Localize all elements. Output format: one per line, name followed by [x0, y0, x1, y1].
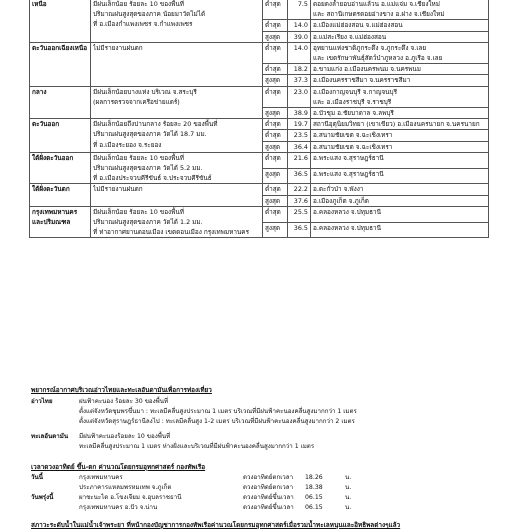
rain-description [91, 184, 263, 206]
sun-place: ผาชะนะได อ.โขงเจียม จ.อุบลราชธานี [79, 494, 182, 501]
temp-location [311, 152, 489, 168]
temp-value: 36.5 [288, 222, 311, 238]
gulf-label: อ่าวไทย [31, 398, 53, 405]
gulf-line: ตั้งแต่จังหวัดชุมพรขึ้นมา : ทะเลมีคลื่นสูงประมาณ 1 เมตร บริเวณที่มีฝนฟ้าคะนองคลื่นสูงมากกว่า 1 เมตร [79, 408, 357, 415]
temp-type: ต่ำสุด [263, 119, 288, 130]
temp-location-line: และ อ.เมืองราชบุรี จ.ราชบุรี [313, 97, 392, 106]
andaman-row [31, 431, 491, 441]
temp-value: 36.4 [288, 141, 311, 152]
temp-location-line: อ.คลองหลวง จ.ปทุมธานี [313, 207, 382, 216]
rain-description-line: ที่ อ.เมืองกำแพงเพชร จ.กำแพงเพชร [93, 20, 193, 29]
temp-type: สูงสุด [263, 141, 288, 152]
region-name: เหนือ [30, 0, 91, 42]
rain-description [91, 0, 263, 42]
sun-unit: น. [345, 484, 352, 491]
temp-location-line: อ.แม่สะเรียง จ.แม่ฮ่องสอน [313, 32, 387, 41]
temp-type: สูงสุด [263, 195, 288, 206]
rain-description-line: ไม่มีรายงานฝนตก [93, 43, 143, 52]
region-name: กลาง [30, 86, 91, 119]
temp-value: 18.2 [288, 64, 311, 75]
table-row [30, 152, 489, 168]
temp-value: 22.2 [288, 184, 311, 195]
sun-heading: เวลาดวงอาทิตย์ ขึ้น-ตก ค่านวณโดยกรมอุทกศาสตร์ กองทัพเรือ [31, 463, 206, 471]
temp-value: 37.6 [288, 195, 311, 206]
region-name: ตะวันออก [30, 119, 91, 153]
temp-location-line: อ.พระแสง จ.สุราษฎร์ธานี [313, 169, 384, 178]
temp-type: ต่ำสุด [263, 184, 288, 195]
sun-event: ดวงอาทิตย์ตกเวลา [243, 474, 294, 481]
sun-time: 18.38 [305, 483, 323, 491]
sun-event: ดวงอาทิตย์ขึ้นเวลา [243, 494, 294, 501]
temp-location [311, 75, 489, 86]
temp-location-line: อ.พระแสง จ.สุราษฎร์ธานี [313, 153, 384, 162]
temp-type: ต่ำสุด [263, 20, 288, 31]
sun-place: กรุงเทพมหานคร [79, 474, 123, 481]
temp-location-line: อ.เมืองกาญจนบุรี จ.กาญจนบุรี [313, 87, 398, 96]
temp-location [311, 141, 489, 152]
table-row [30, 86, 489, 107]
temp-location [311, 206, 489, 222]
temp-type: สูงสุด [263, 168, 288, 184]
temp-value: 23.5 [288, 130, 311, 141]
rain-description-line: มีฝนเล็กน้อย ร้อยละ 10 ของพื้นที่ [93, 153, 184, 162]
temp-location-line: อ.คลองหลวง จ.ปทุมธานี [313, 223, 382, 232]
region-name: ใต้ฝั่งตะวันตก [30, 184, 91, 206]
temp-value: 38.9 [288, 108, 311, 119]
temp-location [311, 64, 489, 75]
rain-description-line: ปริมาณฝนสูงสุดของภาค น้อยมาวัดไม่ได้ [93, 10, 206, 19]
temp-location-line: ดอยดงล้ำยอบอ่านแล้วน อ.แม่แจ่ม จ.เชียงใหม่ [313, 0, 440, 8]
temp-value: 7.5 [288, 0, 311, 20]
sun-place: กรุงเทพมหานคร อ.ปัว จ.น่าน [79, 504, 158, 511]
andaman-label: ทะเลอันดามัน [31, 433, 69, 440]
rain-description-line: ที่ อ.เมืองระยอง จ.ระยอง [93, 140, 162, 149]
rain-description [91, 86, 263, 119]
table-row [30, 184, 489, 195]
temp-type: ต่ำสุด [263, 86, 288, 107]
temp-location-line: อ.สนามชัยเขต จ.ฉะเชิงเทรา [313, 131, 393, 140]
temp-location [311, 86, 489, 107]
sea-forecast-section [31, 396, 491, 451]
temp-value: 39.0 [288, 31, 311, 42]
sun-unit: น. [345, 504, 352, 511]
sun-event: ดวงอาทิตย์ตกเวลา [243, 484, 294, 491]
temp-location-line: และ เขตรักษาพันธุ์สัตว์ป่าภูหลวง อ.ภูเรือ จ.เลย [313, 54, 443, 63]
temp-location [311, 195, 489, 206]
table-row [30, 42, 489, 63]
gulf-line: ตั้งแต่จังหวัดสุราษฎร์ธานีลงไป : ทะเลมีคลื่นสูง 1-2 เมตร บริเวณที่มีฝนฟ้าคะนองคลื่นสูงมากกว่า 2 เมตร [79, 418, 355, 425]
temp-value: 19.7 [288, 119, 311, 130]
rain-description-line: ปริมาณฝนสูงสุดของภาค วัดได้ 5.2 มม. [93, 164, 203, 173]
temp-type: ต่ำสุด [263, 64, 288, 75]
sun-day: วันพรุ่งนี้ [31, 494, 54, 501]
temp-location-line: และ สถานีเกษตรดอยอ่างขาง อ.ฝาง จ.เชียงใหม่ [313, 10, 445, 19]
sun-row [31, 482, 491, 492]
rain-description-line: ไม่มีรายงานฝนตก [93, 185, 143, 194]
temp-location-line: อ.เมืองแม่ฮ่องสอน จ.แม่ฮ่องสอน [313, 21, 403, 30]
temp-type: ต่ำสุด [263, 0, 288, 20]
sun-unit: น. [345, 474, 352, 481]
temp-type: ต่ำสุด [263, 206, 288, 222]
region-name: ตะวันออกเฉียงเหนือ [30, 42, 91, 86]
rain-description [91, 119, 263, 153]
temp-location [311, 119, 489, 130]
sun-unit: น. [345, 494, 352, 501]
temp-value: 36.5 [288, 168, 311, 184]
temp-location-line: อ.ขามแก่ง อ.เมืองนครพนม จ.นครพนม [313, 65, 421, 74]
temp-type: ต่ำสุด [263, 42, 288, 63]
temp-value: 23.0 [288, 86, 311, 107]
sun-row [31, 502, 491, 512]
table-row [30, 0, 489, 20]
temp-type: สูงสุด [263, 75, 288, 86]
sun-event: ดวงอาทิตย์ขึ้นเวลา [243, 504, 294, 511]
temp-location [311, 31, 489, 42]
temp-type: สูงสุด [263, 31, 288, 42]
sun-place: ประภาคารแหลมพรหมเทพ จ.ภูเก็ต [79, 484, 172, 491]
river-heading: สภาวะระดับน้ำในแม่น้ำเจ้าพระยา ที่หน้ากองบัญชาการกองทัพเรือค่านวณโดยกรมอุทกศาสตร์เมื่อรวมน้ำทะเลหนุนและอิทธิพลต่างๆแล้ว [31, 521, 401, 529]
sun-time: 06.15 [305, 493, 323, 501]
temp-location [311, 184, 489, 195]
temp-value: 14.0 [288, 42, 311, 63]
sun-row [31, 492, 491, 502]
temp-location [311, 0, 489, 20]
temp-type: สูงสุด [263, 108, 288, 119]
rain-description-line: มีฝนเล็กน้อยบางแห่ง บริเวณ จ.สระบุรี [93, 87, 197, 96]
temp-location [311, 108, 489, 119]
rain-description-line: ปริมาณฝนสูงสุดของภาค วัดได้ 1.2 มม. [93, 218, 203, 227]
temp-value: 21.6 [288, 152, 311, 168]
rain-description [91, 42, 263, 86]
sun-section [31, 472, 491, 512]
weather-table [29, 0, 489, 238]
region-name: กรุงเทพมหานครและปริมณฑล [30, 206, 91, 238]
temp-location-line: อ.บัวชุม อ.ชัยบาดาล จ.ลพบุรี [313, 109, 394, 118]
region-name: ใต้ฝั่งตะวันออก [30, 152, 91, 184]
rain-description-line: ที่ อ.เมืองประจวบคีรีขันธ์ จ.ประจวบคีรีขันธ์ [93, 174, 212, 183]
temp-type: สูงสุด [263, 222, 288, 238]
temp-location [311, 20, 489, 31]
sea-forecast-heading: พยากรณ์อากาศบริเวณอ่าวไทยและทะเลอันดามันเพื่อการท่องเที่ยว [31, 386, 212, 394]
table-row [30, 206, 489, 222]
temp-value: 14.0 [288, 20, 311, 31]
rain-description [91, 206, 263, 238]
sun-time: 06.15 [305, 503, 323, 511]
andaman-line: ทะเลมีคลื่นสูงประมาณ 1 เมตร ห่างฝั่งและบริเวณที่มีฝนฟ้าคะนองคลื่นสูงมากกว่า 1 เมตร [79, 443, 315, 450]
table-row [30, 119, 489, 130]
temp-location [311, 130, 489, 141]
temp-location-line: สถานีอุตุนิยมวิทยา (เขาเขียว) อ.เมืองนครนายก จ.นครนายก [313, 120, 480, 129]
temp-location-line: อ.เมืองนครราชสีมา จ.นครราชสีมา [313, 76, 411, 85]
andaman-line: มีฝนฟ้าคะนองร้อยละ 10 ของพื้นที่ [79, 433, 171, 440]
rain-description-line: มีฝนเล็กน้อย ร้อยละ 10 ของพื้นที่ [93, 0, 184, 8]
temp-type: ต่ำสุด [263, 152, 288, 168]
temp-value: 25.5 [288, 206, 311, 222]
gulf-line: ฝนฟ้าคะนอง ร้อยละ 30 ของพื้นที่ [79, 398, 169, 405]
rain-description-line: มีฝนเล็กน้อย ร้อยละ 10 ของพื้นที่ [93, 207, 184, 216]
temp-type: ต่ำสุด [263, 130, 288, 141]
sun-row [31, 472, 491, 482]
rain-description [91, 152, 263, 184]
temp-location-line: อ.สนามชัยเขต จ.ฉะเชิงเทรา [313, 142, 393, 151]
temp-location [311, 222, 489, 238]
rain-description-line: (ผลการตรวจจากเครือข่ายแดร์) [93, 97, 180, 106]
sun-day: วันนี้ [31, 474, 43, 481]
rain-description-line: มีฝนเล็กน้อยถึงปานกลาง ร้อยละ 20 ของพื้นที่ [93, 120, 218, 129]
sun-time: 18.26 [305, 473, 323, 481]
rain-description-line: ที่ ท่าอากาศยานดอนเมือง เขตดอนเมือง กรุงเทพมหานคร [93, 228, 249, 237]
temp-location-line: อ.ตะกั่วป่า จ.พังงา [313, 185, 364, 194]
temp-location-line: อ.เมืองภูเก็ต จ.ภูเก็ต [313, 196, 369, 205]
rain-description-line: ปริมาณฝนสูงสุดของภาค วัดได้ 18.7 มม. [93, 130, 207, 139]
temp-value: 37.3 [288, 75, 311, 86]
temp-location [311, 168, 489, 184]
gulf-row [31, 396, 491, 406]
temp-location [311, 42, 489, 63]
temp-location-line: อุทยานแห่งชาติภูกระดึง จ.ภูกระดึง จ.เลย [313, 43, 427, 52]
